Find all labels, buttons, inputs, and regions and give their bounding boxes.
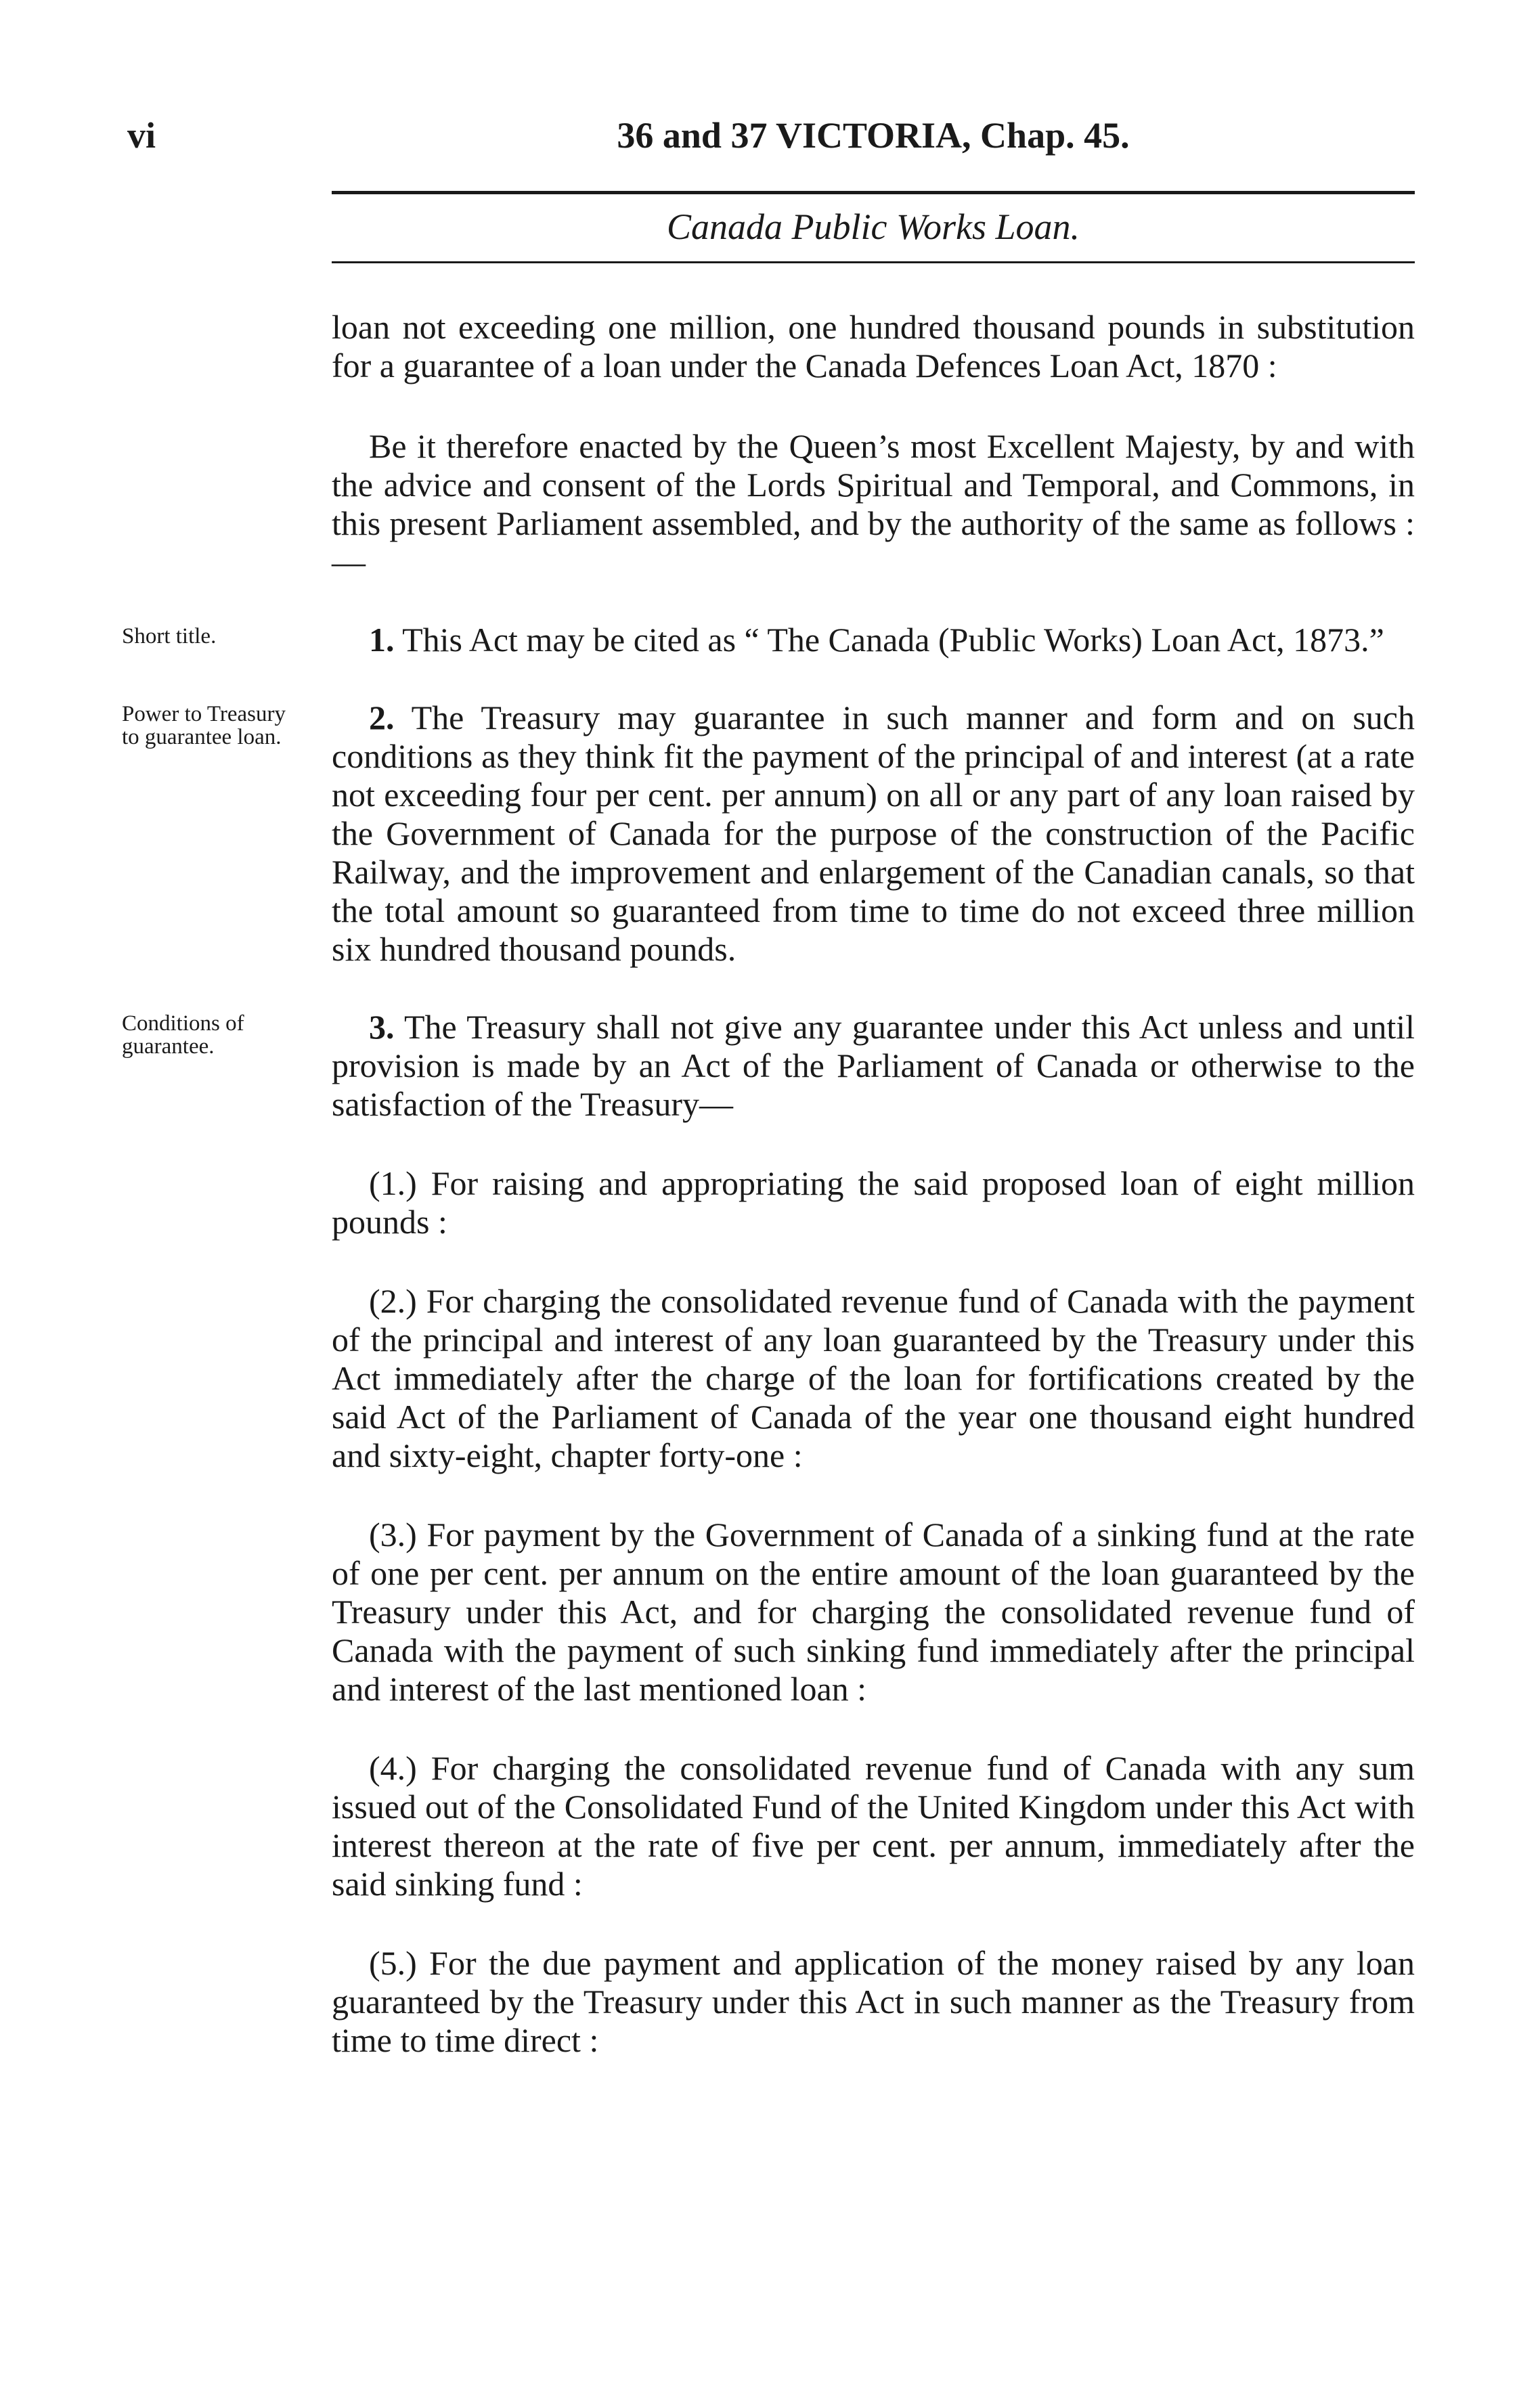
subsection-2: (2.) For charging the consolidated revenue fund of Canada with the payment of the principal and interest of any loan guaranteed by the Treasury under this Act immediately after the charge of the loan for fortifications created by the said Act of the Parliament of Canada of the year one thousand eight hundred and sixty-eight, chapter forty-one :: [332, 1282, 1415, 1474]
header-rule-top: [332, 191, 1415, 194]
subsection-3: (3.) For payment by the Government of Canada of a sinking fund at the rate of one per cent. per annum on the entire amount of the loan guaranteed by the Treasury under this Act, and for charging the consolidated revenue fund of Canada with the payment of such sinking fund immediately after the principal and interest of the last mentioned loan :: [332, 1516, 1415, 1708]
subsection-4: (4.) For charging the consolidated revenue fund of Canada with any sum issued out of the Consolidated Fund of the United Kingdom under this Act with interest thereon at the rate of five per cent. per annum, immediately after the said sinking fund :: [332, 1749, 1415, 1903]
section-text: The Treasury may guarantee in such manner and form and on such conditions as they think fit the payment of the principal of and interest (at a rate not exceeding four per cent. per annum) on all or any part of any loan raised by the Government of Canada for the purpose of the construction of the Pacific Railway, and the improvement and enlargement of the Canadian canals, so that the total amount so guaranteed from time to time do not exceed three million six hundred thousand pounds.: [332, 699, 1415, 968]
section-number: 1.: [369, 621, 395, 659]
margin-note-power-to-guarantee: Power to Treasury to guarantee loan.: [122, 702, 286, 749]
section-number: 3.: [369, 1008, 395, 1046]
subsection-5: (5.) For the due payment and application of the money raised by any loan guaranteed by the Treasury under this Act in such manner as the Treasury from time to time direct :: [332, 1944, 1415, 2059]
act-subtitle: Canada Public Works Loan.: [666, 206, 1080, 247]
preamble-end: loan not exceeding one million, one hundred thousand pounds in substitution for a guarantee of a loan under the Canada Defences Loan Act, 1870 :: [332, 308, 1415, 384]
section-text: The Treasury shall not give any guarantee under this Act unless and until provision is made by an Act of the Parliament of Canada or otherwise to the satisfaction of the Treasury—: [332, 1008, 1415, 1123]
section-text: This Act may be cited as “ The Canada (Public Works) Loan Act, 1873.”: [402, 621, 1384, 659]
header-rule-bottom: [332, 261, 1415, 263]
running-head: 36 and 37 VICTORIA, Chap. 45.: [617, 115, 1130, 156]
page-number: vi: [127, 115, 156, 156]
margin-note-short-title: Short title.: [122, 624, 217, 648]
margin-note-conditions: Conditions of guarantee.: [122, 1011, 244, 1059]
section-number: 2.: [369, 699, 395, 736]
subsection-1: (1.) For raising and appropriating the said proposed loan of eight million pounds :: [332, 1164, 1415, 1241]
body-text: [122, 308, 1415, 2060]
enacting-clause: Be it therefore enacted by the Queen’s most Excellent Majesty, by and with the advice and consent of the Lords Spiritual and Temporal, and Commons, in this present Parliament assembled, and by the authority of the same as follows :—: [332, 427, 1415, 581]
section-2: [122, 699, 1415, 969]
section-1: [122, 621, 1415, 659]
section-3: [122, 1008, 1415, 1124]
